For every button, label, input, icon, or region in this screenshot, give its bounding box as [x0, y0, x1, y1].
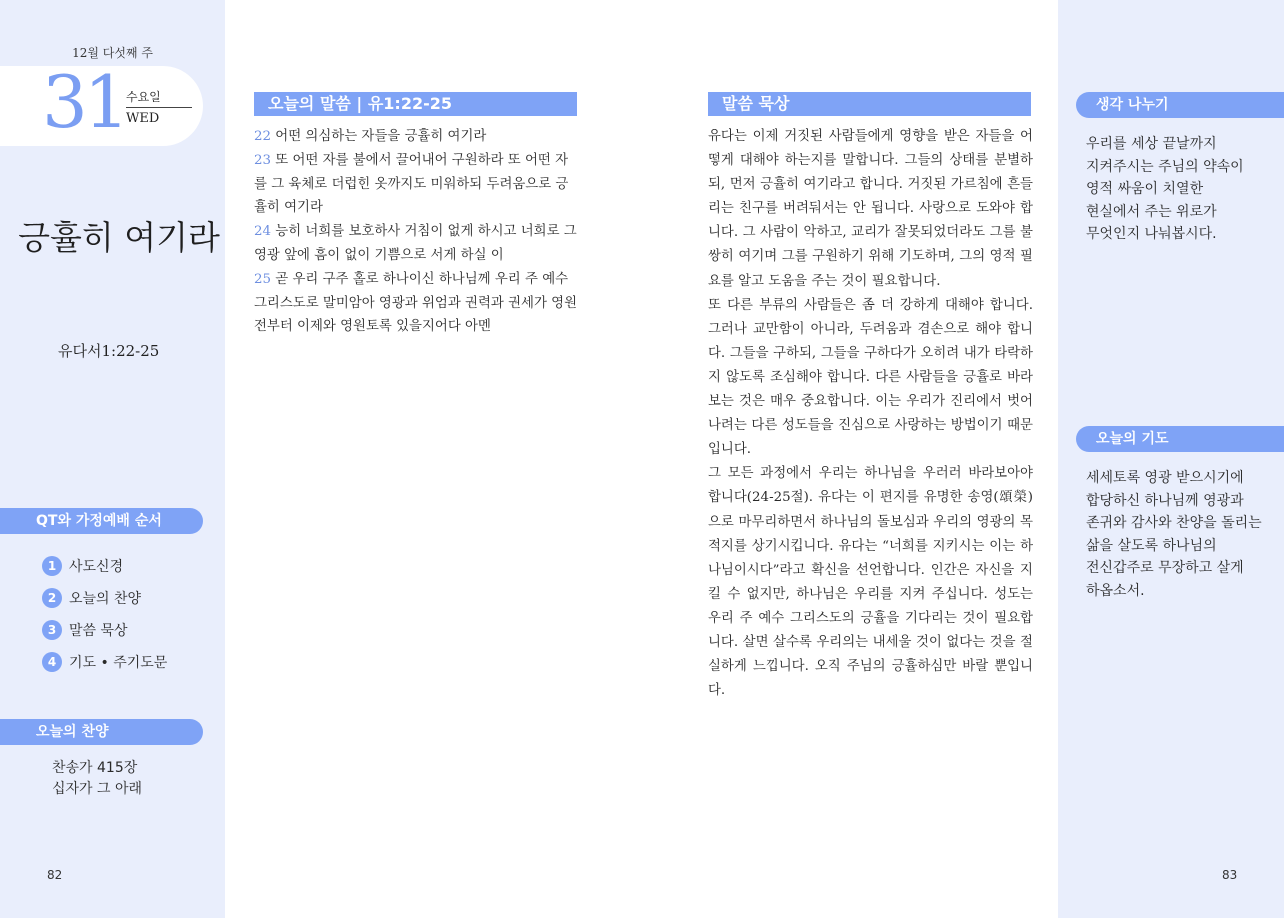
meditation-paragraph: 그 모든 과정에서 우리는 하나님을 우러러 바라보아야 합니다(24-25절). 유다는 이 편지를 유명한 송영(頌榮)으로 마무리하면서 하나님의 돌보심과 우리의 영광의 목적지를 상기시킵니다. 유다는 “너희를 지키시는 이는 하나님이시다”라고 확신을 선언합니다. 인간은 자신을 지킬 수 없지만, 하나님은 우리를 지켜 주십니다. 성도는 우리 주 예수 그리스도의 긍휼을 기다리는 것이 필요합니다. 살면 살수록 우리의는 내세울 것이 없다는 것을 절실하게 느낍니다. 오직 주님의 긍휼하심만 바랄 뿐입니다. [708, 466, 1033, 699]
meditation-header: 말씀 묵상 [708, 92, 1031, 116]
text-line: 지켜주시는 주님의 약속이 [1086, 158, 1244, 175]
qt-order-item [42, 556, 123, 576]
qt-order-header: QT와 가정예배 순서 [0, 508, 203, 534]
day-of-week-korean: 수요일 [126, 90, 161, 104]
step-label: 오늘의 찬양 [69, 591, 142, 607]
step-label: 말씀 묵상 [69, 623, 128, 639]
verse [254, 125, 579, 149]
text-line: 삶을 살도록 하나님의 [1086, 537, 1217, 554]
text-line: 우리를 세상 끝날까지 [1086, 136, 1217, 152]
verse-text: 곧 우리 구주 홀로 하나이신 하나님께 우리 주 예수 그리스도로 말미암아 영광과 위엄과 권력과 권세가 영원 전부터 이제와 영원토록 있을지어다 아멘 [254, 271, 578, 335]
text-line: 존귀와 감사와 찬양을 돌리는 [1086, 515, 1262, 532]
day-of-week-english: WED [126, 111, 160, 126]
text-line: 현실에서 주는 위로가 [1086, 203, 1217, 220]
qt-order-item [42, 588, 141, 608]
verse-number: 23 [254, 152, 272, 168]
day-divider [126, 107, 192, 108]
verse [254, 220, 579, 268]
prayer-header: 오늘의 기도 [1076, 426, 1284, 452]
hymn-number: 찬송가 415장 [52, 760, 138, 776]
meditation-body [708, 125, 1033, 703]
verse-text: 어떤 의심하는 자들을 긍휼히 여기라 [271, 129, 487, 144]
scripture-reference: 유다서1:22-25 [58, 342, 160, 360]
page-number-right: 83 [1222, 868, 1238, 882]
date-number: 31 [42, 60, 126, 144]
hymn-header: 오늘의 찬양 [0, 719, 203, 745]
hymn-title: 십자가 그 아래 [52, 781, 143, 797]
prayer-text [1086, 467, 1276, 603]
text-line: 영적 싸움이 치열한 [1086, 181, 1204, 198]
text-line: 전신갑주로 무장하고 살게 [1086, 560, 1244, 577]
share-thoughts-header: 생각 나누기 [1076, 92, 1284, 118]
verse [254, 268, 579, 339]
step-number-badge: 1 [42, 556, 62, 576]
step-number-badge: 3 [42, 620, 62, 640]
verse-text: 능히 너희를 보호하사 거침이 없게 하시고 너희로 그 영광 앞에 흠이 없이 기쁨으로 서게 하실 이 [254, 224, 577, 263]
step-label: 기도 • 주기도문 [69, 655, 168, 671]
share-thoughts-text [1086, 133, 1276, 246]
qt-order-item [42, 620, 128, 640]
text-line: 세세토록 영광 받으시기에 [1086, 470, 1244, 486]
text-line: 하옵소서. [1086, 582, 1145, 599]
today-word-header: 오늘의 말씀 | 유1:22-25 [254, 92, 577, 116]
verse-list [254, 125, 579, 339]
page-title: 긍휼히 여기라 [18, 218, 220, 257]
step-number-badge: 4 [42, 652, 62, 672]
meditation-paragraph: 또 다른 부류의 사람들은 좀 더 강하게 대해야 합니다. 그러나 교만함이 아니라, 두려움과 겸손으로 해야 합니다. 그들을 구하되, 그들을 구하다가 오히려 내가 타락하지 않도록 조심해야 합니다. 다른 사람들을 긍휼로 바라보는 것은 매우 중요합니다. 이는 우리가 진리에서 벗어나려는 다른 성도들을 진심으로 사랑하는 방법이기 때문입니다. [708, 297, 1033, 458]
verse-number: 24 [254, 224, 272, 240]
qt-order-item [42, 652, 167, 672]
verse-number: 22 [254, 129, 272, 144]
verse [254, 149, 579, 220]
verse-text: 또 어떤 자를 불에서 끌어내어 구원하라 또 어떤 자를 그 육체로 더럽힌 옷까지도 미워하되 두려움으로 긍휼히 여기라 [254, 152, 569, 216]
step-label: 사도신경 [69, 559, 124, 575]
week-label: 12월 다섯째 주 [72, 46, 153, 60]
step-number-badge: 2 [42, 588, 62, 608]
page-number-left: 82 [47, 868, 63, 882]
text-line: 무엇인지 나눠봅시다. [1086, 226, 1217, 243]
text-line: 합당하신 하나님께 영광과 [1086, 492, 1244, 509]
verse-number: 25 [254, 271, 272, 287]
meditation-paragraph: 유다는 이제 거짓된 사람들에게 영향을 받은 자들을 어떻게 대해야 하는지를 말합니다. 그들의 상태를 분별하되, 먼저 긍휼히 여기라고 합니다. 거짓된 가르침에 흔들리는 친구를 버려둬서는 안 됩니다. 사랑으로 도와야 합니다. 그 사람이 악하고, 교리가 잘못되었더라도 그를 불쌍히 여기며 그를 구원하기 위해 기도하며, 그의 영적 필요를 알고 도움을 주는 것이 필요합니다. [708, 129, 1033, 289]
